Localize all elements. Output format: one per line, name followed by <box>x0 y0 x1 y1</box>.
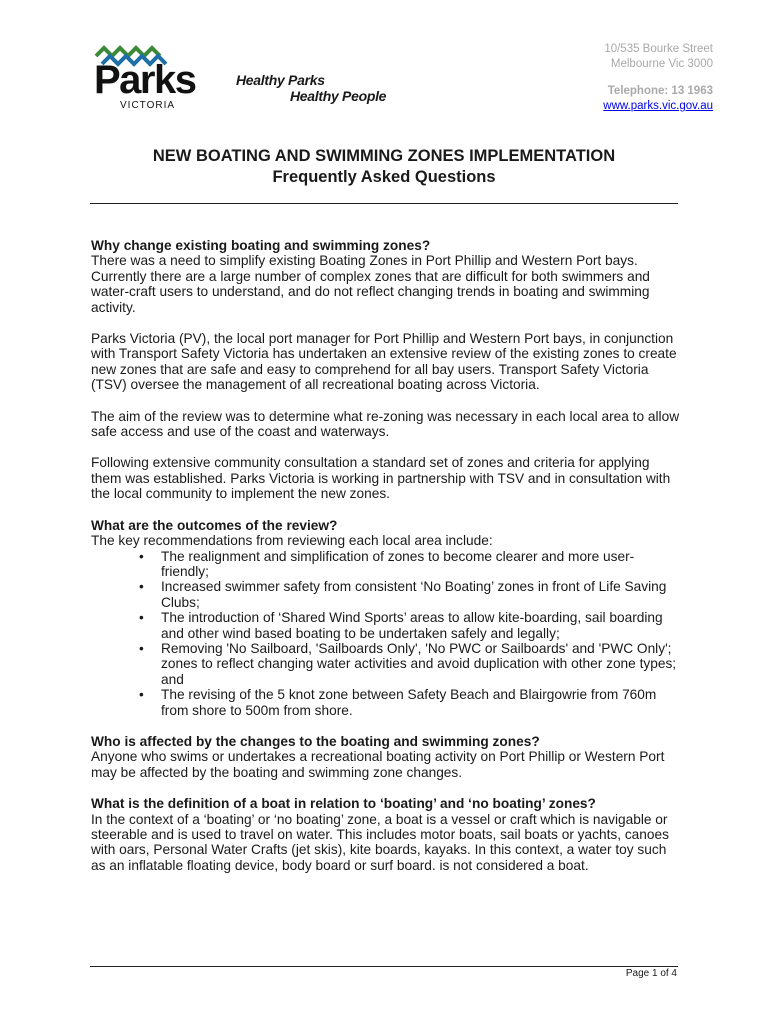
document-title <box>90 146 678 188</box>
answer-1-para-4: Following extensive community consultation a standard set of zones and criteria for applying them was established. Parks Victoria is working in partnership with TSV and in consultation with the local community to implement the new zones. <box>91 455 671 502</box>
title-divider <box>90 203 678 204</box>
title-line-1: NEW BOATING AND SWIMMING ZONES IMPLEMENTATION <box>152 147 616 165</box>
list-item: • The introduction of ‘Shared Wind Sports’ areas to allow kite-boarding, sail boarding and other wind based boating to be undertaken safely and legally; <box>161 610 681 641</box>
answer-1-para-1: There was a need to simplify existing Boating Zones in Port Phillip and Western Port bays. Currently there are a large number of complex zones that are difficult for both swimmers and water-craft users to understand, and do not reflect changing trends in boating and swimming activity. <box>91 253 650 315</box>
address-line-2: Melbourne Vic 3000 <box>610 58 713 70</box>
faq-body <box>91 238 681 889</box>
tagline-line-2: Healthy People <box>290 88 387 104</box>
answer-1-para-2: Parks Victoria (PV), the local port manager for Port Phillip and Western Port bays, in conjunction with Transport Safety Victoria has undertaken an extensive review of the existing zones to create new zones that are safe and easy to comprehend for all bay users. Transport Safety Victoria (TSV) oversee the management of all recreational boating across Victoria. <box>91 331 677 393</box>
contact-block <box>603 42 713 114</box>
tagline-line-1: Healthy Parks <box>236 72 325 88</box>
address-line-1: 10/535 Bourke Street <box>604 43 713 55</box>
tagline <box>236 72 386 104</box>
question-4: What is the definition of a boat in relation to ‘boating’ and ‘no boating’ zones? <box>91 796 596 812</box>
answer-4: In the context of a ‘boating’ or ‘no boating’ zone, a boat is a vessel or craft which is navigable or steerable and is used to travel on water. This includes motor boats, sail boats or yachts, canoes with oars, Personal Water Crafts (jet skis), kite boards, kayaks. In this context, a water toy such as an inflatable floating device, body board or surf board. is not considered a boat. <box>91 811 669 873</box>
telephone: Telephone: 13 1963 <box>607 85 713 97</box>
answer-1-para-3: The aim of the review was to determine what re-zoning was necessary in each local area to allow safe access and use of the coast and waterways. <box>91 408 680 440</box>
list-item: • The realignment and simplification of zones to become clearer and more user-friendly; <box>161 549 681 580</box>
website-link[interactable]: www.parks.vic.gov.au <box>603 100 713 112</box>
parks-victoria-logo <box>92 44 212 116</box>
list-item: • Increased swimmer safety from consistent ‘No Boating’ zones in front of Life Saving Clubs; <box>161 579 681 610</box>
title-line-2: Frequently Asked Questions <box>272 168 496 186</box>
answer-2-intro: The key recommendations from reviewing each local area include: <box>91 533 493 549</box>
outcomes-list <box>91 549 681 718</box>
page-number: Page 1 of 4 <box>625 968 677 979</box>
logo-wordmark: Parks <box>94 58 196 102</box>
question-1: Why change existing boating and swimming zones? <box>91 238 431 253</box>
list-item: • Removing 'No Sailboard, 'Sailboards Only', 'No PWC or Sailboards' and 'PWC Only'; zones to reflect changing water activities and avoid duplication with other zone types; and <box>161 641 681 687</box>
answer-3: Anyone who swims or undertakes a recreational boating activity on Port Phillip or Western Port may be affected by the boating and swimming zone changes. <box>91 749 665 780</box>
question-2: What are the outcomes of the review? <box>91 517 338 533</box>
logo-subtext: VICTORIA <box>120 100 176 111</box>
list-item: • The revising of the 5 knot zone between Safety Beach and Blairgowrie from 760m from shore to 500m from shore. <box>161 687 681 718</box>
question-3: Who is affected by the changes to the boating and swimming zones? <box>91 733 540 749</box>
footer-divider <box>90 966 678 967</box>
